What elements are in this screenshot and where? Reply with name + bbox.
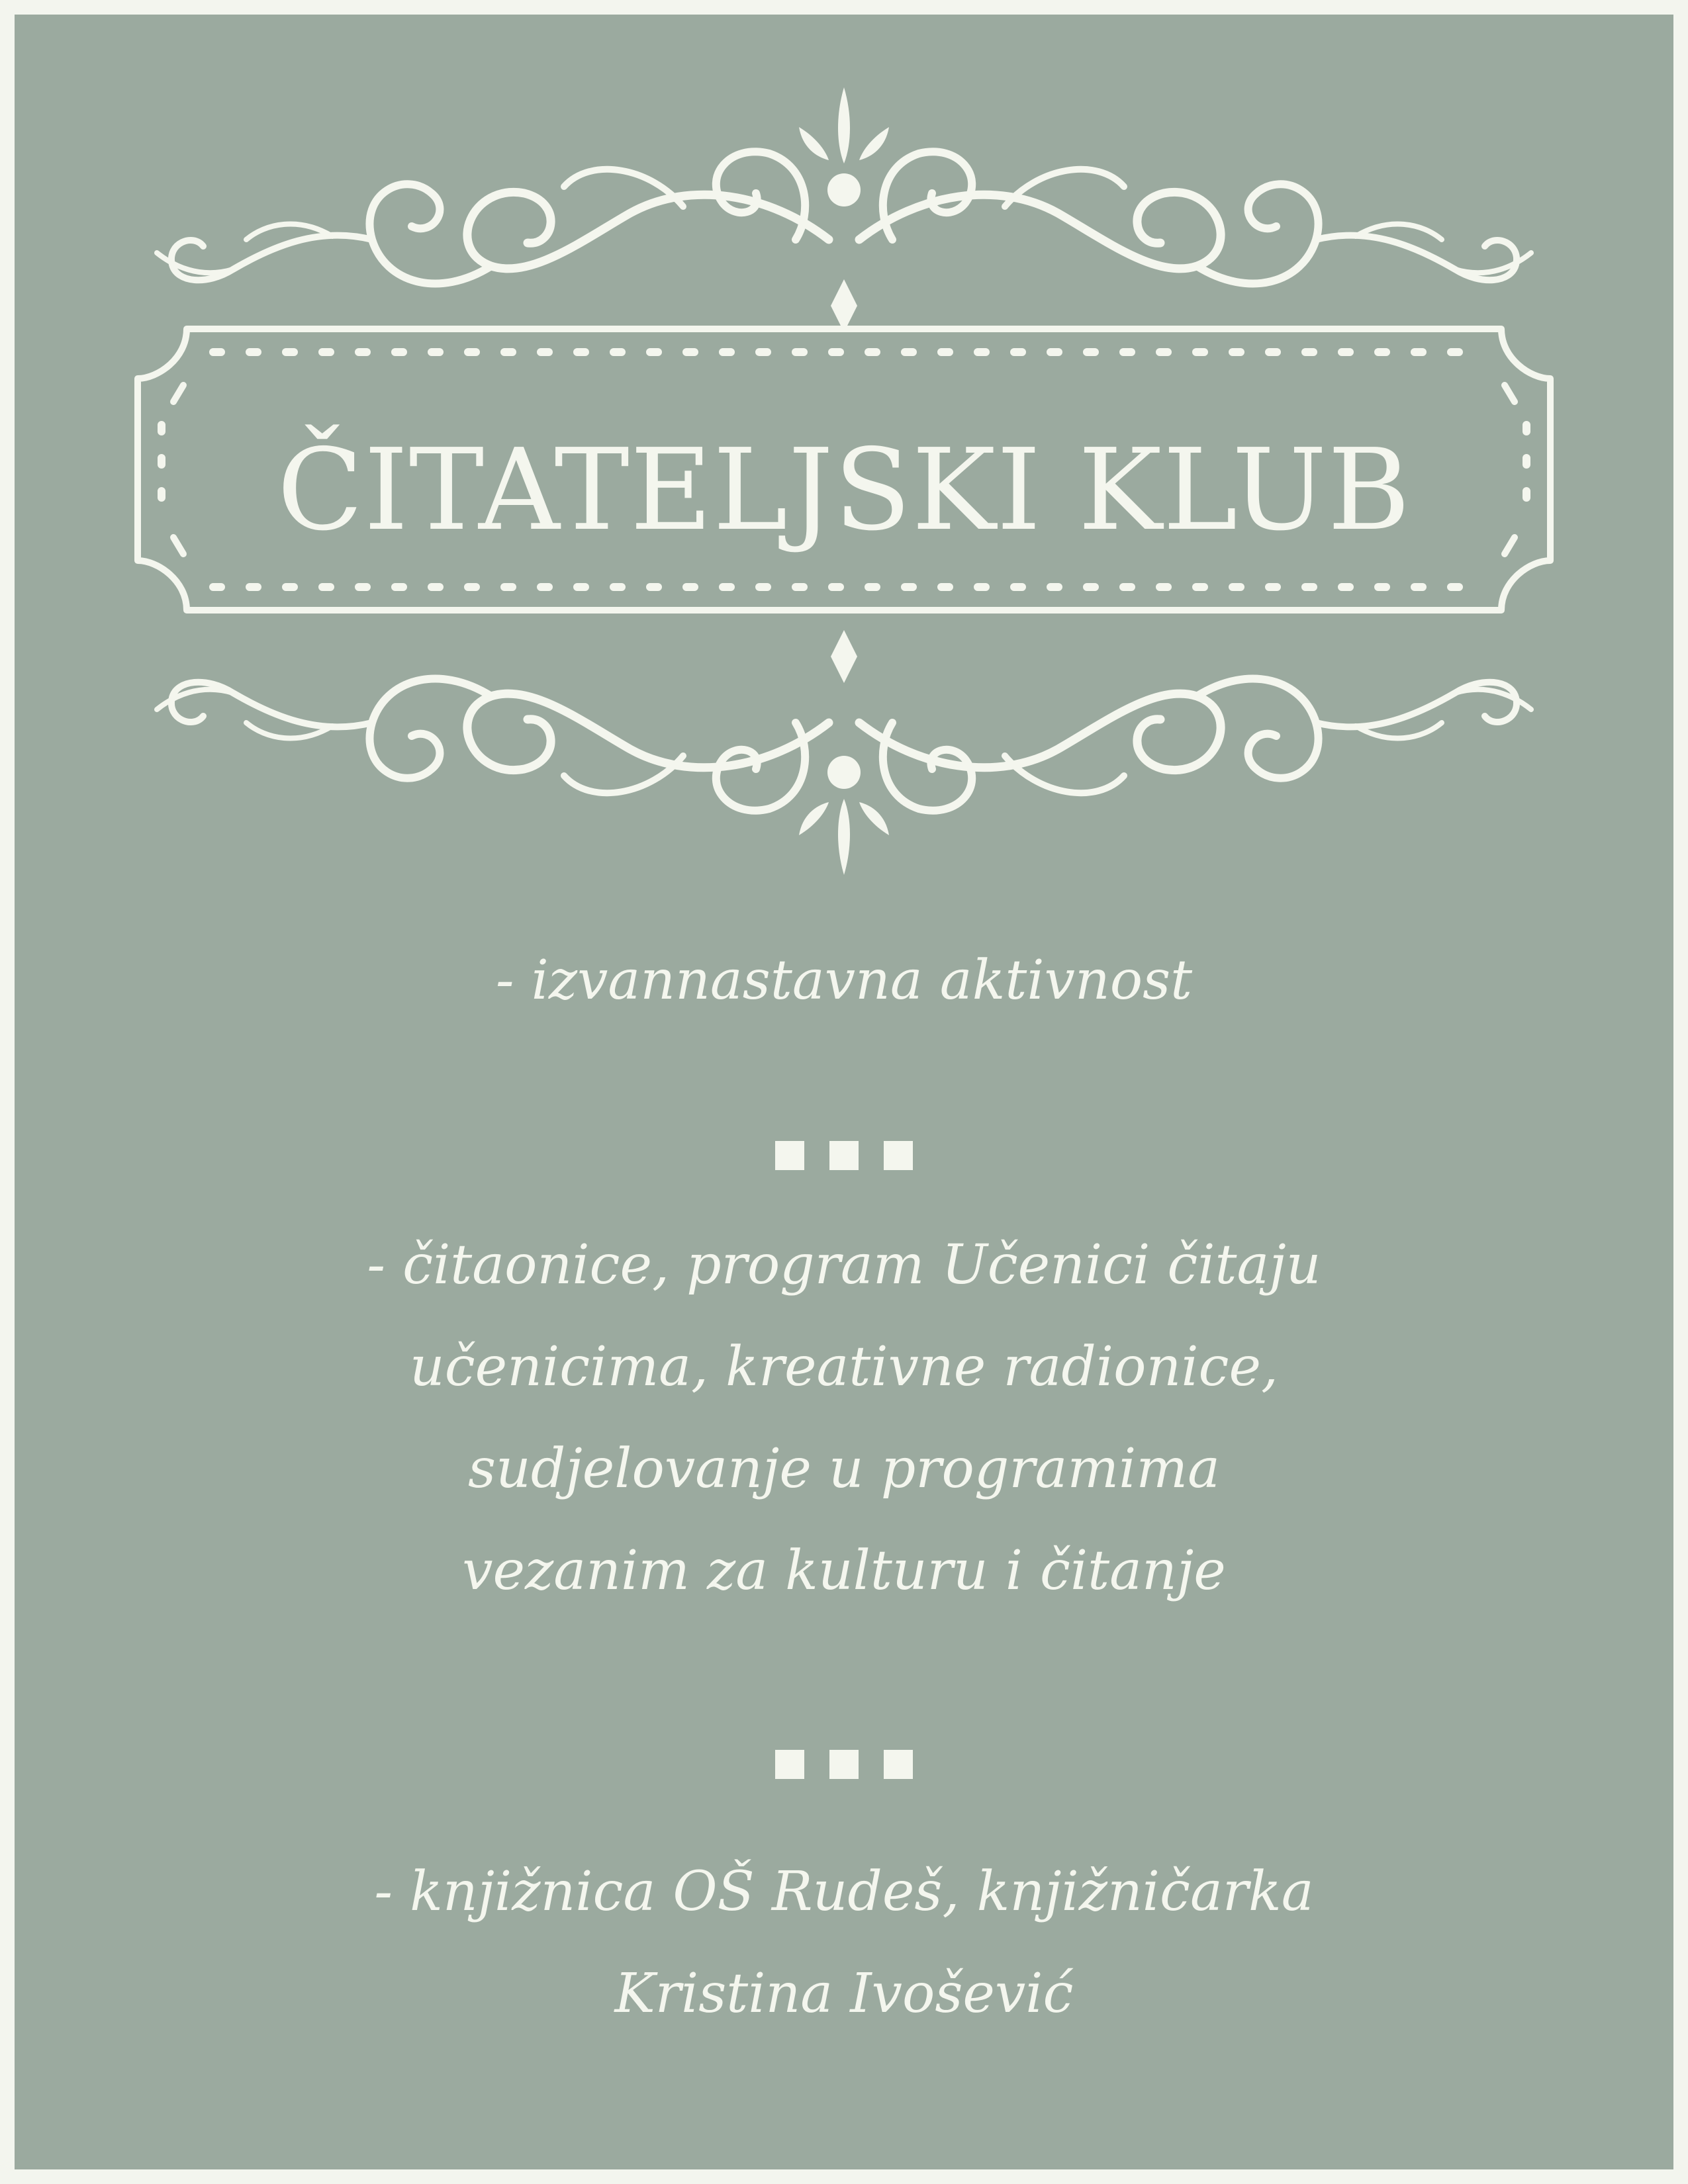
square-separator-icon [829,1141,859,1170]
square-separator-icon [884,1750,913,1779]
location [15,1841,1673,2045]
square-separator-icon [829,1750,859,1779]
location-line: - knjižnica OŠ Rudeš, knjižničarka [374,1860,1314,1923]
separator-top [775,1141,913,1170]
square-separator-icon [775,1141,804,1170]
poster-title: ČITATELJSKI KLUB [277,425,1411,556]
poster-card [15,15,1673,2169]
description-line: - čitaonice, program Učenici čitaju [367,1234,1321,1297]
subtitle-text: - izvannastavna aktivnost [495,949,1193,1012]
location-line: Kristina Ivošević [614,1962,1074,2025]
description-line: učenicima, kreativne radionice, [409,1336,1279,1398]
separator-bottom [775,1750,913,1779]
square-separator-icon [775,1750,804,1779]
subtitle [15,930,1673,1032]
description [15,1214,1673,1622]
square-separator-icon [884,1141,913,1170]
description-line: vezanim za kulturu i čitanje [462,1539,1226,1602]
description-line: sudjelovanje u programima [467,1437,1221,1500]
